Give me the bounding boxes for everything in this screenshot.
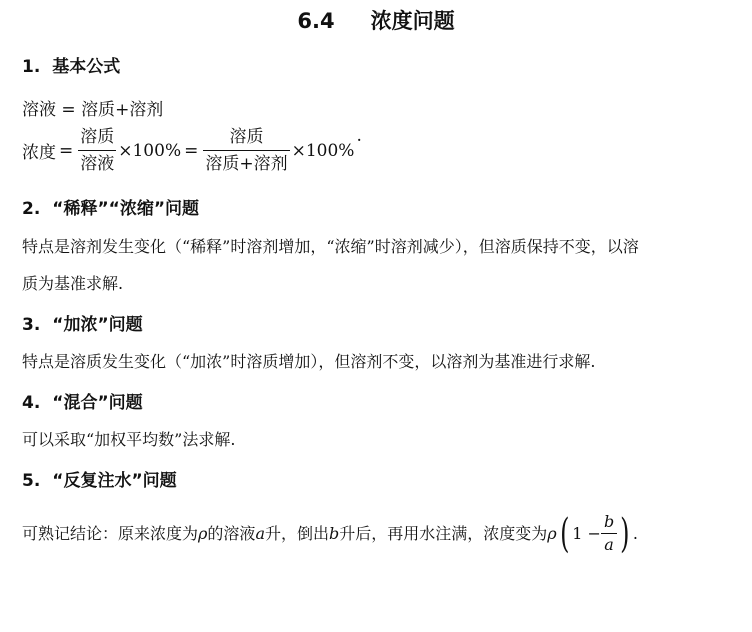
left-paren: ( — [559, 510, 570, 557]
formula-operator: = — [61, 100, 76, 120]
variable-b: b — [329, 523, 340, 543]
fraction — [203, 126, 289, 175]
formula-term: 溶液 — [22, 100, 56, 120]
formula-solution — [22, 95, 163, 120]
fraction — [78, 126, 116, 175]
formula-concentration — [22, 126, 362, 175]
paragraph-line: 可以采取“加权平均数”法求解. — [22, 430, 236, 449]
conclusion-line — [22, 512, 638, 555]
formula-term: 浓度 — [22, 143, 56, 163]
formula-operator: = — [59, 140, 74, 161]
text-segment: 可熟记结论：原来浓度为 — [22, 523, 199, 543]
section-4-heading — [22, 391, 143, 415]
rho-symbol: ρ — [547, 523, 557, 543]
section-5-heading — [22, 469, 177, 493]
fraction-b-over-a — [601, 512, 617, 555]
section-title: “稀释”“浓缩”问题 — [52, 199, 199, 219]
paragraph-line: 特点是溶质发生变化（“加浓”时溶质增加），但溶剂不变，以溶剂为基准进行求解. — [22, 352, 596, 371]
formula-term: 溶剂 — [129, 100, 164, 120]
fraction-denominator: a — [604, 535, 614, 554]
section-number: 1. — [22, 57, 41, 77]
title-text: 浓度问题 — [370, 9, 455, 33]
text-segment: 升后，再用水注满，浓度变为 — [339, 523, 548, 543]
variable-a: a — [255, 523, 265, 543]
one-minus: 1 − — [572, 523, 601, 543]
section-number: 2. — [22, 199, 41, 219]
formula-period: . — [356, 126, 362, 146]
section-2-heading — [22, 197, 199, 221]
fraction-numerator: b — [601, 512, 617, 534]
section-title: “混合”问题 — [52, 393, 143, 413]
fraction-denominator: 溶液 — [80, 154, 115, 174]
section-title: “加浓”问题 — [52, 315, 143, 335]
formula-multiplier: ×100% — [291, 140, 355, 161]
fraction-numerator: 溶质 — [203, 126, 289, 151]
text-segment: 的溶液 — [207, 523, 256, 543]
page-title — [0, 7, 752, 35]
rho-symbol: ρ — [198, 523, 208, 543]
section-number: 4. — [22, 393, 41, 413]
section-3-heading — [22, 313, 143, 337]
formula-term: 溶质 — [81, 100, 116, 120]
paragraph-line: 特点是溶剂发生变化（“稀释”时溶剂增加，“浓缩”时溶剂减少），但溶质保持不变，以溶 — [22, 237, 639, 256]
paragraph-line: 质为基准求解. — [22, 274, 124, 293]
fraction-numerator: 溶质 — [78, 126, 116, 151]
section-1-heading — [22, 55, 120, 79]
section-title: 基本公式 — [52, 57, 121, 77]
section-title: “反复注水”问题 — [52, 471, 177, 491]
formula-multiplier: ×100% — [118, 140, 182, 161]
title-number: 6.4 — [297, 9, 335, 33]
formula-period: . — [632, 523, 638, 543]
text-segment: 升，倒出 — [264, 523, 329, 543]
section-number: 3. — [22, 315, 41, 335]
right-paren: ) — [620, 510, 630, 557]
section-number: 5. — [22, 471, 41, 491]
fraction-denominator: 溶质+溶剂 — [205, 154, 288, 174]
formula-operator: + — [115, 100, 130, 120]
formula-operator: = — [184, 140, 199, 161]
